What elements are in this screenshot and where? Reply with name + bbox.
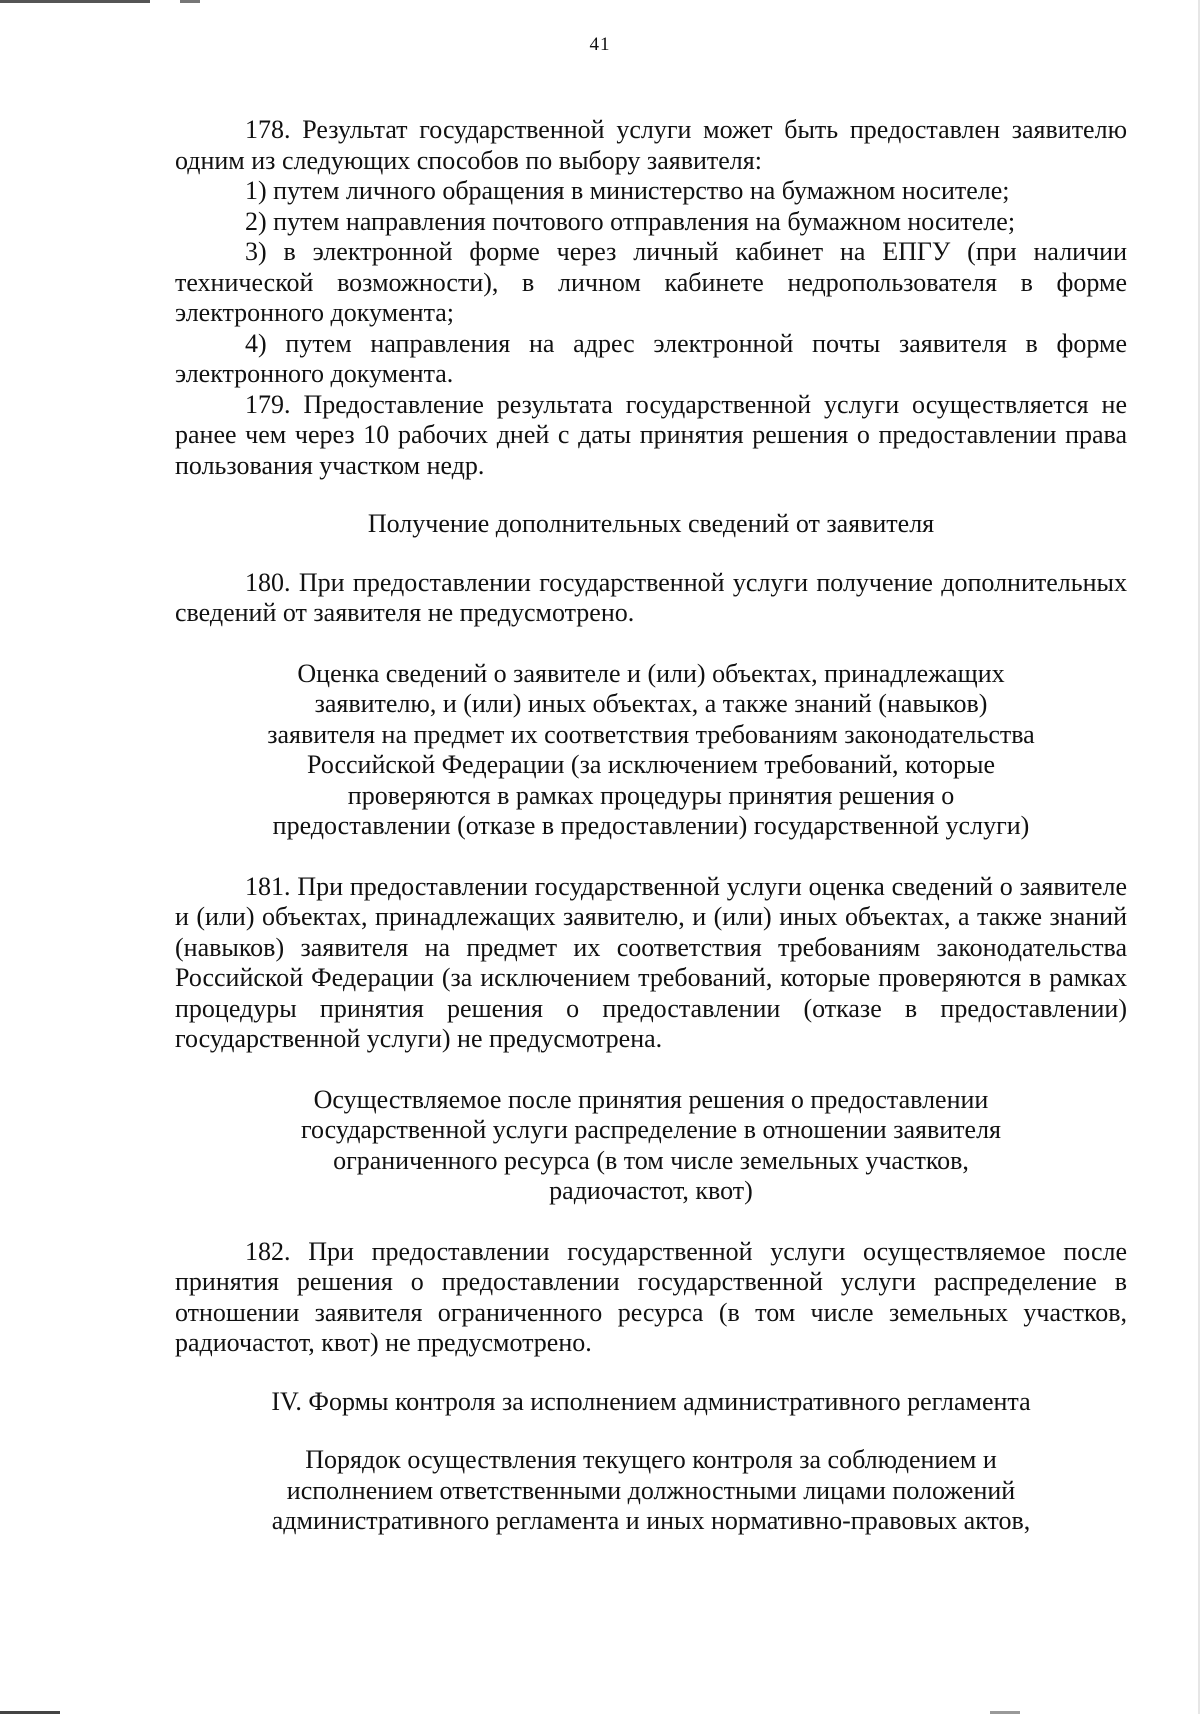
scan-edge-top (0, 0, 1200, 3)
paragraph-179: 179. Предоставление результата государственной услуги осуществляется не ранее чем через 10 рабочих дней с даты принятия решения о предоставлении права пользования участком недр. (175, 389, 1127, 480)
paragraph-178-item-4: 4) путем направления на адрес электронной почты заявителя в форме электронного документа. (175, 328, 1127, 388)
section-heading-distribution: Осуществляемое после принятия решения о предоставлении государственной услуги распределение в отношении заявителя ограниченного ресурса (в том числе земельных участков, радиочастот, квот) (300, 1084, 1002, 1205)
section-heading-assessment: Оценка сведений о заявителе и (или) объектах, принадлежащих заявителю, и (или) иных объектах, а также знаний (навыков) заявителя на предмет их соответствия требованиям законодательства Российской Федерации (за исключением требований, которые проверяются в рамках процедуры принятия решения о предоставлении (отказе в предоставлении) государственной услуги) (267, 658, 1035, 840)
paragraph-182: 182. При предоставлении государственной услуги осуществляемое после принятия решения о предоставлении государственной услуги распределение в отношении заявителя ограниченного ресурса (в том числе земельных участков, радиочастот, квот) не предусмотрено. (175, 1236, 1127, 1357)
paragraph-178: 178. Результат государственной услуги может быть предоставлен заявителю одним из следующих способов по выбору заявителя: (175, 115, 1127, 175)
paragraph-181: 181. При предоставлении государственной услуги оценка сведений о заявителе и (или) объектах, принадлежащих заявителю, и (или) иных объектах, а также знаний (навыков) заявителя на предмет их соответствия требованиям законодательства Российской Федерации (за исключением требований, которые проверяются в рамках процедуры принятия решения о предоставлении (отказе в предоставлении) государственной услуги) не предусмотрена. (175, 871, 1127, 1053)
paragraph-180: 180. При предоставлении государственной услуги получение дополнительных сведений от заявителя не предусмотрено. (175, 567, 1127, 627)
paragraph-178-item-3: 3) в электронной форме через личный кабинет на ЕПГУ (при наличии технической возможности), в личном кабинете недропользователя в форме электронного документа; (175, 237, 1127, 327)
section-heading-additional-info: Получение дополнительных сведений от заявителя (367, 509, 935, 538)
document-body (175, 115, 1127, 1537)
paragraph-178-item-1: 1) путем личного обращения в министерство на бумажном носителе; (245, 176, 1010, 205)
paragraph-178-item-2: 2) путем направления почтового отправления на бумажном носителе; (245, 206, 1016, 236)
section-heading-iv: IV. Формы контроля за исполнением административного регламента (271, 1386, 1031, 1416)
page-number: 41 (589, 34, 611, 55)
section-heading-current-control: Порядок осуществления текущего контроля за соблюдением и исполнением ответственными должностными лицами положений административного регламента и иных нормативно-правовых актов, (271, 1445, 1031, 1535)
